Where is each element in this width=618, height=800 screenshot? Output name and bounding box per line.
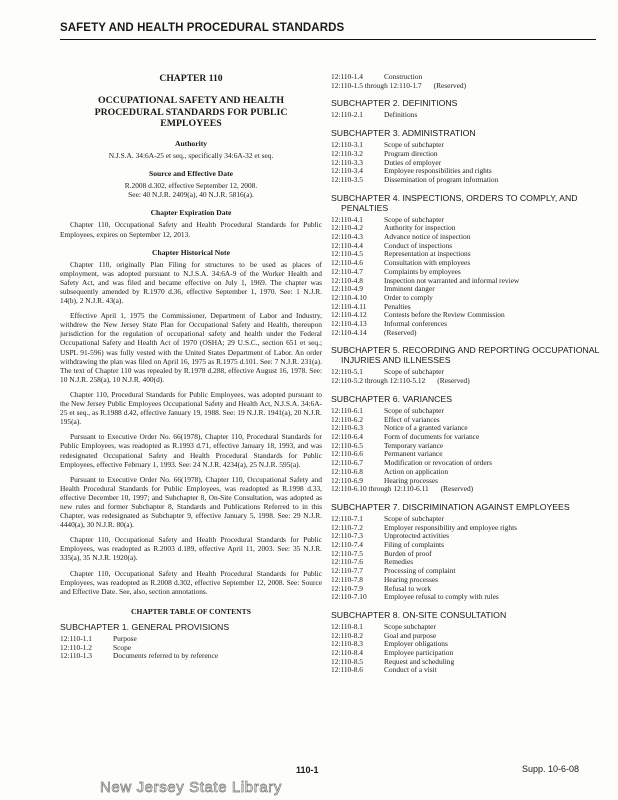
subchapter-block [331, 610, 601, 675]
section-number: 12:110-6.2 [331, 414, 363, 424]
toc-heading: CHAPTER TABLE OF CONTENTS [131, 606, 251, 616]
section-number: 12:110-8.4 [331, 648, 363, 658]
source-line-2: See: 40 N.J.R. 2409(a), 40 N.J.R. 5816(a). [128, 190, 254, 200]
section-title: Order to comply [384, 292, 433, 302]
section-title: Purpose [113, 633, 137, 643]
section-number: 12:110-7.7 [331, 566, 363, 576]
authority-text: N.J.S.A. 34:6A-25 et seq., specifically 34:6A-32 et seq. [108, 150, 274, 160]
library-stamp: New Jersey State Library [100, 779, 282, 796]
section-number: 12:110-4.1 [331, 214, 363, 224]
section-title: Notice of a granted variance [384, 423, 468, 433]
section-number: 12:110-5.1 [331, 367, 363, 377]
subchapter-title: SUBCHAPTER 3. ADMINISTRATION [331, 128, 476, 139]
section-number: 12:110-1.5 through 12:110-1.7 [331, 80, 422, 90]
section-title: Imminent danger [384, 284, 435, 294]
section-title: Unprotected activities [384, 531, 450, 541]
section-number: 12:110-4.8 [331, 275, 363, 285]
section-number: 12:110-6.3 [331, 423, 363, 433]
section-title: Conduct of a visit [384, 665, 437, 675]
section-title: Inspection not warranted and informal review [384, 275, 520, 285]
running-head: SAFETY AND HEALTH PROCEDURAL STANDARDS [60, 22, 345, 34]
history-paragraph: Chapter 110, Procedural Standards for Public Employees, was adopted pursuant to the New Jersey Public Employees Occupational Safety and Health Act, N.J.S.A. 34:6A-25 et seq., as R.1988 d.42, effective January 19, 1988. See: 19 N.J.R. 1941(a), 20 N.J.R. 195(a). [60, 389, 322, 427]
section-number: 12:110-8.2 [331, 630, 363, 640]
toc-list [331, 73, 601, 90]
section-number: 12:110-4.5 [331, 249, 363, 259]
toc-entry [331, 649, 601, 658]
toc-entry [331, 442, 601, 451]
toc-entry [331, 576, 601, 585]
section-number: 12:110-6.10 through 12:110-6.11 [331, 484, 429, 494]
section-title: Modification or revocation of orders [384, 458, 492, 468]
section-number: 12:110-3.2 [331, 148, 363, 158]
section-title: Remedies [384, 557, 414, 567]
toc-entry [331, 320, 601, 329]
section-title: Penalties [384, 301, 411, 311]
section-title: Documents referred to by reference [113, 651, 219, 661]
subchapter-title: SUBCHAPTER 6. VARIANCES [331, 393, 453, 404]
section-number: 12:110-6.8 [331, 466, 363, 476]
section-number: 12:110-4.7 [331, 266, 363, 276]
subchapter-block [331, 394, 601, 494]
section-title: Advance notice of inspection [384, 232, 471, 242]
section-number: 12:110-4.10 [331, 292, 367, 302]
section-number: 12:110-1.4 [331, 72, 363, 81]
section-title: Employee refusal to comply with rules [384, 592, 499, 602]
section-number: 12:110-2.1 [331, 110, 363, 120]
toc-entry [331, 111, 601, 120]
source-heading: Source and Effective Date [148, 169, 233, 179]
historical-note [60, 260, 322, 596]
history-paragraph: Chapter 110, originally Plan Filing for structures to be used as places of employment, was adopted pursuant to N.J.S.A. 34:6A-9 of the Worker Health and Safety Act, and was filed and became effective on July 1, 1969. The chapter was subsequently amended by R.1970 d.36, effective September 1, 1970. See: 1 N.J.R. 14(b), 2 N.J.R. 43(a). [60, 259, 322, 306]
right-column [331, 73, 601, 683]
section-number: 12:110-7.9 [331, 583, 363, 593]
expiration-heading: Chapter Expiration Date [150, 208, 232, 218]
section-number: 12:110-7.8 [331, 574, 363, 584]
section-title: Scope of subchapter [384, 513, 444, 523]
toc-entry [331, 666, 601, 675]
toc-entry [331, 141, 601, 150]
left-column [60, 70, 322, 661]
section-title: Dissemination of program information [384, 174, 499, 184]
toc-entry [331, 285, 601, 294]
section-title: Form of documents for variance [384, 431, 480, 441]
subchapter-title: SUBCHAPTER 5. RECORDING AND REPORTING OCCUPATIONAL INJURIES AND ILLNESSES [331, 345, 600, 366]
section-title: Scope of subchapter [384, 140, 444, 150]
subchapter-block [331, 128, 601, 185]
chapter-number: CHAPTER 110 [159, 73, 223, 84]
section-number: 12:110-4.14 [331, 327, 367, 337]
section-number: 12:110-8.1 [331, 621, 363, 631]
section-number: 12:110-8.6 [331, 665, 363, 675]
section-title: Scope [113, 642, 132, 652]
source-line-1: R.2008 d.302, effective September 12, 2008. [124, 181, 258, 191]
history-heading: Chapter Historical Note [152, 247, 230, 257]
section-title: Program direction [384, 148, 438, 158]
section-number: 12:110-8.5 [331, 656, 363, 666]
section-number: 12:110-7.4 [331, 540, 363, 550]
section-title: Employee participation [384, 648, 454, 658]
page-number: 110-1 [296, 765, 319, 775]
toc-entry [60, 652, 322, 661]
section-title: Refusal to work [384, 583, 432, 593]
section-title: Duties of employer [384, 157, 442, 167]
section-number: 12:110-4.13 [331, 319, 367, 329]
toc-entry [331, 311, 601, 320]
section-title: Temporary variance [384, 440, 444, 450]
section-number: 12:110-6.6 [331, 449, 363, 459]
section-title: (Reserved) [433, 80, 467, 90]
toc-subchapters [331, 98, 601, 675]
toc-entry [331, 468, 601, 477]
section-title: (Reserved) [384, 327, 417, 337]
subchapter-block [331, 98, 601, 120]
section-number: 12:110-4.4 [331, 240, 363, 250]
toc-entry [331, 658, 601, 667]
history-paragraph: Effective April 1, 1975 the Commissioner, Department of Labor and Industry, withdrew the New Jersey State Plan for Occupational Safety and Health, thereupon jurisdiction for the regulation of occupational safety and health under the Federal Occupational Safety and Health Act of 1970 (OSHA; 29 U.S.C., section 651 et seq.; USPL 91-596) was fully vested with the United States Department of Labor. An order withdrawing the plan was filed on April 16, 1975 as R.1975 d.101. See: 7 N.J.R. 231(a). The text of Chapter 110 was repealed by R.1978 d.288, effective August 16, 1978. See: 10 N.J.R. 258(a), 10 N.J.R. 400(d). [60, 311, 322, 384]
toc-entry [331, 216, 601, 225]
toc-entry [331, 558, 601, 567]
toc-entry [331, 82, 601, 91]
chapter-title: OCCUPATIONAL SAFETY AND HEALTH PROCEDURAL STANDARDS FOR PUBLIC EMPLOYEES [94, 95, 288, 130]
section-number: 12:110-6.9 [331, 475, 363, 485]
toc-entry [331, 433, 601, 442]
subchapter-title: SUBCHAPTER 8. ON-SITE CONSULTATION [331, 609, 507, 620]
section-title: Hearing processes [384, 475, 438, 485]
subchapter-block [331, 345, 601, 385]
section-number: 12:110-8.3 [331, 639, 363, 649]
history-paragraph: Chapter 110, Occupational Safety and Health Procedural Standards for Public Employees, was readopted as R.2008 d.302, effective September 12, 2008. See: Source and Effective Date. See, also, section annotations. [60, 568, 322, 596]
section-title: Scope of subchapter [384, 405, 444, 415]
toc-entry [331, 640, 601, 649]
section-title: Burden of proof [384, 548, 432, 558]
section-number: 12:110-7.10 [331, 592, 367, 602]
section-title: Employee responsibilities and rights [384, 166, 492, 176]
section-title: Authority for inspection [384, 223, 456, 233]
toc-entry [331, 294, 601, 303]
toc-entry [331, 485, 601, 494]
subchapter-title: SUBCHAPTER 2. DEFINITIONS [331, 98, 458, 109]
section-title: Hearing processes [384, 574, 438, 584]
section-number: 12:110-4.12 [331, 310, 367, 320]
section-number: 12:110-7.1 [331, 513, 363, 523]
section-number: 12:110-1.2 [60, 642, 92, 652]
section-number: 12:110-1.3 [60, 651, 92, 661]
section-number: 12:110-3.1 [331, 140, 363, 150]
toc-entry [331, 377, 601, 386]
toc-entry [331, 632, 601, 641]
section-title: Representation at inspections [384, 249, 471, 259]
toc-entry [331, 407, 601, 416]
section-number: 12:110-6.1 [331, 405, 363, 415]
section-title: Processing of complaint [384, 566, 456, 576]
history-paragraph: Chapter 110, Occupational Safety and Health Procedural Standards for Public Employees, was readopted as R.2003 d.189, effective April 11, 2003. See: 35 N.J.R. 335(a), 35 N.J.R. 1920(a). [60, 535, 322, 563]
toc-entry [60, 635, 322, 644]
toc-entry [331, 550, 601, 559]
section-title: Request and scheduling [384, 656, 455, 666]
toc-entry [331, 459, 601, 468]
section-title: Permanent variance [384, 449, 443, 459]
section-title: (Reserved) [440, 484, 474, 494]
section-title: Action on application [384, 466, 449, 476]
section-title: Filing of complaints [384, 540, 444, 550]
toc-entry [331, 259, 601, 268]
section-title: Contests before the Review Commission [384, 310, 505, 320]
section-title: Employer responsibility and employee rights [384, 522, 518, 532]
section-number: 12:110-5.2 through 12:110-5.12 [331, 376, 426, 386]
section-title: Consultation with employees [384, 258, 471, 268]
section-title: Conduct of inspections [384, 240, 453, 250]
section-title: Definitions [384, 110, 418, 120]
section-title: Informal conferences [384, 319, 447, 329]
supplement-date: Supp. 10-6-08 [522, 764, 580, 774]
toc-entry [331, 176, 601, 185]
subchapter-title: SUBCHAPTER 4. INSPECTIONS, ORDERS TO COMPLY, AND PENALTIES [331, 192, 578, 213]
toc-entry [331, 524, 601, 533]
section-number: 12:110-3.4 [331, 166, 363, 176]
toc-entry [331, 623, 601, 632]
section-title: Complaints by employees [384, 266, 461, 276]
authority-heading: Authority [174, 138, 208, 148]
section-number: 12:110-4.3 [331, 232, 363, 242]
toc-list [60, 635, 322, 661]
section-title: Scope subchapter [384, 621, 436, 631]
section-number: 12:110-3.5 [331, 174, 363, 184]
section-number: 12:110-6.7 [331, 458, 363, 468]
section-number: 12:110-1.1 [60, 633, 92, 643]
section-number: 12:110-6.5 [331, 440, 363, 450]
toc-entry [331, 593, 601, 602]
subchapter-block [331, 502, 601, 602]
toc-entry [331, 329, 601, 338]
section-number: 12:110-7.6 [331, 557, 363, 567]
section-title: Effect of variances [384, 414, 440, 424]
section-number: 12:110-4.6 [331, 258, 363, 268]
toc-entry [331, 233, 601, 242]
section-number: 12:110-4.11 [331, 301, 367, 311]
subchapter-title: SUBCHAPTER 7. DISCRIMINATION AGAINST EMPLOYEES [331, 501, 570, 512]
section-title: Construction [384, 72, 423, 81]
subchapter-block [331, 193, 601, 338]
toc-entry [331, 150, 601, 159]
toc-entry [331, 567, 601, 576]
toc-entry [331, 532, 601, 541]
section-number: 12:110-7.3 [331, 531, 363, 541]
toc-entry [331, 277, 601, 286]
section-title: Scope of subchapter [384, 367, 444, 377]
section-number: 12:110-7.2 [331, 522, 363, 532]
history-paragraph: Pursuant to Executive Order No. 66(1978), Chapter 110, Procedural Standards for Public Employees, was readopted as R.1993 d.71, effective January 18, 1993, and was redesignated Occupational Safety and Health Procedural Standards for Public Employees, effective February 1, 1993. See: 24 N.J.R. 4234(a), 25 N.J.R. 595(a). [60, 432, 322, 469]
section-number: 12:110-6.4 [331, 431, 363, 441]
section-title: (Reserved) [437, 376, 470, 386]
section-number: 12:110-3.3 [331, 157, 363, 167]
section-title: Scope of subchapter [384, 214, 444, 224]
expiration-text: Chapter 110, Occupational Safety and Health Procedural Standards for Public Employees, expires on September 12, 2013. [60, 220, 322, 239]
toc-entry [331, 541, 601, 550]
section-number: 12:110-4.9 [331, 284, 363, 294]
section-title: Employer obligations [384, 639, 448, 649]
section-number: 12:110-4.2 [331, 223, 363, 233]
subchapter-title: SUBCHAPTER 1. GENERAL PROVISIONS [60, 621, 230, 632]
history-paragraph: Pursuant to Executive Order No. 66(1978), Chapter 110, Occupational Safety and Health Procedural Standards for Public Employees, was readopted as R.1998 d.33, effective December 10, 1997; and Subchapter 8, On-Site Consultation, was adopted as new rules and former Subchapter 8, Standards and Publications Referred to in this Chapter, was redesignated as Subchapter 9, effective January 5, 1998. See: 29 N.J.R. 4440(a), 30 N.J.R. 80(a). [60, 474, 322, 530]
header-rule [60, 39, 596, 40]
section-number: 12:110-7.5 [331, 548, 363, 558]
section-title: Goal and purpose [384, 630, 437, 640]
